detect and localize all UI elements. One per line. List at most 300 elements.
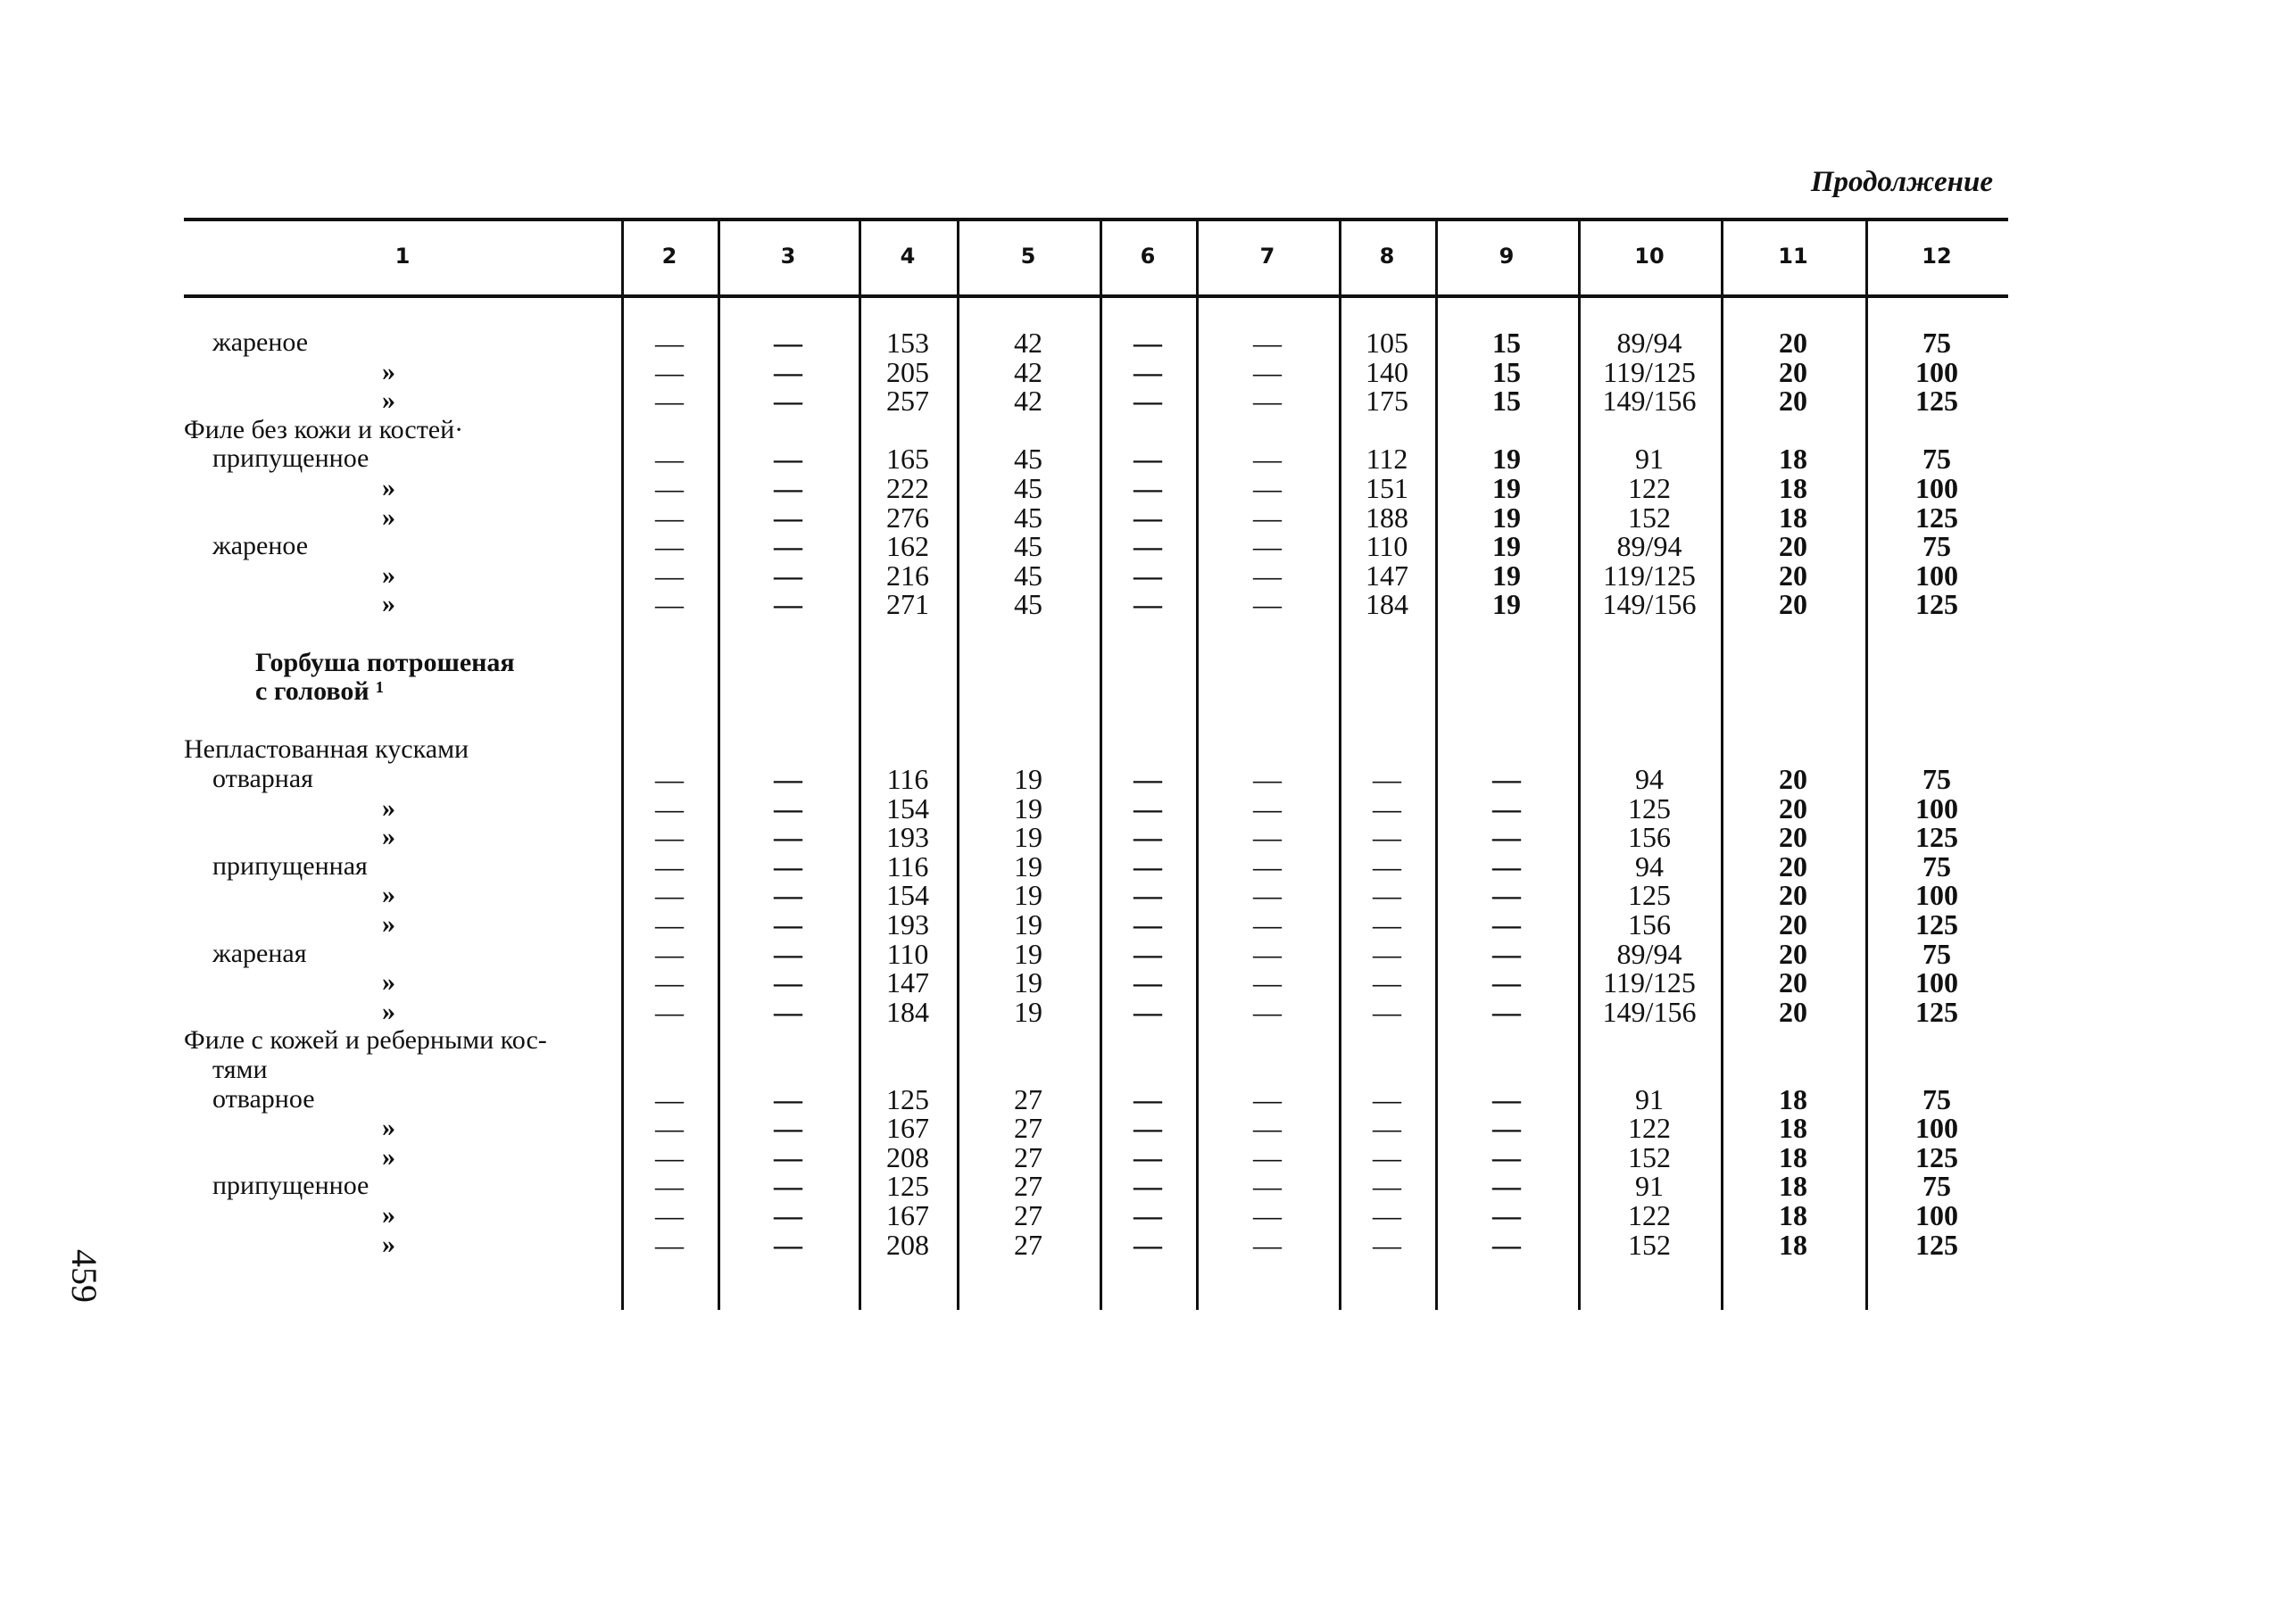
table-cell: — [1134,385,1162,418]
table-cell: 149/156 [1602,385,1697,418]
table-cell: — [1492,763,1521,795]
table-cell: 19 [1492,559,1521,592]
table-cell: 193 [886,821,929,854]
table-row [184,849,2008,882]
table-cell: — [774,937,802,970]
table-cell: 15 [1492,355,1521,388]
table-cell: — [1253,995,1282,1028]
table-row [184,1170,2008,1203]
table-cell: 222 [886,472,929,504]
table-cell: — [1373,1112,1401,1145]
column-divider [1339,218,1341,1310]
table-cell: — [774,966,802,999]
table-cell: — [774,472,802,504]
row-label: » [382,1141,395,1172]
table-cell: 152 [1628,1140,1671,1173]
table-cell: — [1253,1199,1282,1231]
table-cell: — [774,849,802,882]
table-cell: 125 [886,1170,929,1203]
table-cell: — [655,908,684,940]
row-label: » [382,589,395,619]
table-cell: 100 [1915,879,1958,912]
table-cell: 20 [1779,791,1807,824]
table-cell: 75 [1922,530,1951,563]
table-cell: 20 [1779,908,1807,940]
table-cell: 147 [1366,559,1408,592]
table-cell: 156 [1628,908,1671,940]
table-cell: 91 [1635,443,1664,476]
table-cell: — [1253,937,1282,970]
table-cell: — [1253,1140,1282,1173]
table-row [184,879,2008,912]
table-cell: 42 [1014,327,1042,359]
table-cell: — [655,879,684,912]
table-cell: — [1373,1082,1401,1115]
table-cell: — [774,908,802,940]
table-cell: — [1373,791,1401,824]
table-cell: 18 [1779,472,1807,504]
table-cell: — [1492,995,1521,1028]
table-cell: 119/125 [1603,355,1696,388]
table-cell: 45 [1014,559,1042,592]
table-cell: 110 [1366,530,1408,563]
header-cell: 11 [1778,244,1808,269]
table-cell: 105 [1366,327,1408,359]
table-cell: 75 [1922,327,1951,359]
table-cell: 15 [1492,327,1521,359]
table-cell: — [774,385,802,418]
table-cell: — [1492,1199,1521,1231]
table-cell: — [1253,849,1282,882]
table-row [184,1112,2008,1145]
header-cell: 10 [1634,244,1665,269]
table-row [184,649,2008,677]
table-cell: 20 [1779,355,1807,388]
table-cell: 125 [1915,908,1958,940]
row-label: » [382,996,395,1026]
table-row [184,821,2008,854]
table-cell: 20 [1779,995,1807,1028]
table-cell: — [1253,501,1282,534]
table-cell: — [1134,1082,1162,1115]
table-cell: — [774,791,802,824]
table-cell: 110 [886,937,929,970]
table-cell: 19 [1014,791,1042,824]
table-row [184,1056,2008,1084]
table-row [184,765,2008,793]
column-divider [1100,218,1102,1310]
table-cell: — [774,559,802,592]
table-cell: — [655,1140,684,1173]
table-cell: 147 [886,966,929,999]
table-cell: 19 [1014,879,1042,912]
table-cell: 156 [1628,821,1671,854]
table-cell: 75 [1922,1082,1951,1115]
table-cell: — [1134,879,1162,912]
table-cell: 100 [1915,1112,1958,1145]
table-cell: — [1253,327,1282,359]
table-cell: 18 [1779,443,1807,476]
table-row [184,1201,2008,1230]
table-cell: — [655,937,684,970]
row-label: жареная [212,938,307,968]
table-cell: 75 [1922,849,1951,882]
table-cell: — [774,821,802,854]
table-cell: 125 [1915,385,1958,418]
table-cell: 112 [1366,443,1408,476]
table-cell: 271 [886,588,929,621]
table-cell: 18 [1779,1112,1807,1145]
table-cell: — [1253,530,1282,563]
table-cell: — [1373,995,1401,1028]
table-row [184,677,2008,706]
row-label: Филе без кожи и костей· [184,414,464,444]
table-cell: 91 [1635,1082,1664,1115]
table-cell: — [1373,1140,1401,1173]
table-cell: 89/94 [1616,937,1682,970]
table-cell: 100 [1915,472,1958,504]
table-cell: — [655,849,684,882]
table-cell: 19 [1492,530,1521,563]
table-cell: — [1492,879,1521,912]
table-cell: 152 [1628,1228,1671,1261]
table-cell: — [1134,821,1162,854]
table-cell: 27 [1014,1082,1042,1115]
table-cell: 125 [886,1082,929,1115]
table-cell: — [1492,1170,1521,1203]
table-cell: — [1373,908,1401,940]
table-row [184,1230,2008,1259]
table-cell: — [774,1082,802,1115]
table-cell: — [655,472,684,504]
table-cell: 125 [1628,879,1671,912]
table-cell: 45 [1014,588,1042,621]
table-cell: — [1253,1082,1282,1115]
table-cell: 45 [1014,501,1042,534]
table-cell: 20 [1779,966,1807,999]
table-cell: — [1253,879,1282,912]
header-cell: 7 [1259,244,1275,269]
table-cell: 100 [1915,791,1958,824]
table-cell: 125 [1628,791,1671,824]
table-cell: 19 [1492,472,1521,504]
table-cell: — [655,1199,684,1231]
table-cell: — [1492,966,1521,999]
table-cell: 20 [1779,327,1807,359]
table-cell: — [1134,908,1162,940]
table-cell: — [774,763,802,795]
table-cell: 75 [1922,1170,1951,1203]
row-label: » [382,822,395,852]
table-cell: 19 [1014,821,1042,854]
table-cell: — [1492,1112,1521,1145]
table-cell: 45 [1014,472,1042,504]
table-row [184,385,2008,418]
table-cell: 18 [1779,1140,1807,1173]
table-row [184,1026,2008,1055]
column-divider [1578,218,1581,1310]
table-cell: 167 [886,1112,929,1145]
table-cell: 20 [1779,530,1807,563]
table-header-rule [184,294,2008,298]
table-cell: 100 [1915,559,1958,592]
table-cell: 119/125 [1603,559,1696,592]
table-cell: 27 [1014,1199,1042,1231]
table-cell: — [1134,763,1162,795]
table-cell: 153 [886,327,929,359]
table-cell: 75 [1922,443,1951,476]
header-cell: 5 [1020,244,1036,269]
table-cell: — [655,1082,684,1115]
table-cell: — [655,327,684,359]
table-cell: 257 [886,385,929,418]
table-cell: 19 [1492,443,1521,476]
table-cell: 42 [1014,385,1042,418]
table-row [184,355,2008,388]
table-cell: 140 [1366,355,1408,388]
table-cell: 116 [886,849,929,882]
table-cell: 184 [1366,588,1408,621]
table-cell: 154 [886,879,929,912]
table-cell: — [774,530,802,563]
table-cell: — [1134,588,1162,621]
table-cell: 149/156 [1602,588,1697,621]
header-cell: 8 [1379,244,1395,269]
table-cell: 193 [886,908,929,940]
table-cell: — [1373,1228,1401,1261]
table-cell: 18 [1779,1228,1807,1261]
row-label: Горбуша потрошеная [255,647,515,677]
table-cell: 119/125 [1603,966,1696,999]
table-cell: — [1253,1228,1282,1261]
table-row [184,503,2008,532]
table-cell: 122 [1628,1112,1671,1145]
table-cell: — [1253,472,1282,504]
table-cell: 27 [1014,1112,1042,1145]
table-cell: 94 [1635,763,1664,795]
table-cell: — [1492,908,1521,940]
table-cell: — [1134,1112,1162,1145]
table-cell: — [774,355,802,388]
table-cell: 125 [1915,821,1958,854]
table-cell: 19 [1014,995,1042,1028]
table-cell: 18 [1779,1199,1807,1231]
table-cell: 208 [886,1228,929,1261]
column-divider [1196,218,1199,1310]
table-row [184,416,2008,444]
row-label: » [382,880,395,910]
row-label: Филе с кожей и реберными кос- [184,1025,547,1056]
table-cell: — [655,385,684,418]
table-cell: — [1134,559,1162,592]
table-cell: — [1253,443,1282,476]
row-label: » [382,967,395,998]
table-cell: — [655,966,684,999]
row-label: » [382,385,395,416]
table-row [184,707,2008,735]
row-label: припущенная [212,850,368,881]
row-label: » [382,792,395,823]
table-cell: 205 [886,355,929,388]
table-cell: 100 [1915,1199,1958,1231]
table-row [184,995,2008,1028]
row-label: » [382,501,395,532]
data-table [184,218,2008,1310]
table-cell: — [655,588,684,621]
header-cell: 3 [780,244,796,269]
row-label: жареное [212,531,309,561]
table-cell: 20 [1779,821,1807,854]
table-cell: — [1134,966,1162,999]
column-divider [718,218,720,1310]
table-cell: 18 [1779,501,1807,534]
table-cell: — [1134,1199,1162,1231]
table-row [184,588,2008,621]
row-label: » [382,1200,395,1230]
table-cell: 19 [1014,966,1042,999]
table-cell: — [655,355,684,388]
table-cell: 276 [886,501,929,534]
table-cell: 184 [886,995,929,1028]
table-cell: — [655,501,684,534]
table-cell: 125 [1915,1140,1958,1173]
table-row [184,735,2008,764]
table-cell: 18 [1779,1082,1807,1115]
table-cell: 151 [1366,472,1408,504]
column-divider [957,218,959,1310]
row-label: отварная [212,764,313,793]
table-cell: 116 [886,763,929,795]
table-cell: — [1134,995,1162,1028]
header-cell: 9 [1499,244,1515,269]
table-cell: — [1373,879,1401,912]
row-label: » [382,1229,395,1259]
table-cell: — [1134,472,1162,504]
table-cell: 18 [1779,1170,1807,1203]
column-divider [859,218,861,1310]
table-row [184,910,2008,939]
table-cell: — [1134,1140,1162,1173]
column-divider [1865,218,1868,1310]
row-label: припущенное [212,1171,370,1201]
table-cell: — [1492,791,1521,824]
table-row [184,561,2008,590]
table-cell: — [1134,1170,1162,1203]
table-cell: — [655,443,684,476]
row-label: » [382,909,395,939]
table-cell: 20 [1779,559,1807,592]
table-cell: 19 [1492,588,1521,621]
table-cell: — [1134,791,1162,824]
table-row [184,619,2008,648]
table-cell: 45 [1014,443,1042,476]
row-label: » [382,1113,395,1143]
table-cell: 162 [886,530,929,563]
header-cell: 6 [1140,244,1156,269]
table-cell: — [774,1170,802,1203]
table-cell: — [774,879,802,912]
table-cell: — [774,501,802,534]
row-label: тями [212,1055,268,1084]
table-cell: — [655,1170,684,1203]
table-cell: — [1373,1199,1401,1231]
table-cell: — [1253,588,1282,621]
table-cell: — [1134,501,1162,534]
row-label: припущенное [212,443,370,474]
table-cell: — [774,327,802,359]
table-cell: 100 [1915,355,1958,388]
table-cell: 20 [1779,588,1807,621]
row-label: » [382,356,395,386]
table-cell: — [774,1199,802,1231]
table-cell: — [655,1112,684,1145]
table-cell: — [655,1228,684,1261]
table-row [184,1082,2008,1115]
table-cell: — [1253,559,1282,592]
table-cell: — [1253,1112,1282,1145]
table-cell: 89/94 [1616,530,1682,563]
table-cell: 94 [1635,849,1664,882]
table-cell: — [1253,908,1282,940]
table-cell: — [1373,937,1401,970]
table-cell: 165 [886,443,929,476]
column-divider [1721,218,1723,1310]
table-cell: 91 [1635,1170,1664,1203]
table-row [184,530,2008,563]
table-cell: 20 [1779,849,1807,882]
header-cell: 4 [900,244,916,269]
table-cell: — [1134,327,1162,359]
table-row [184,328,2008,357]
table-cell: 125 [1915,995,1958,1028]
row-label: отварное [212,1083,315,1114]
table-cell: 20 [1779,879,1807,912]
table-cell: — [1253,1170,1282,1203]
table-cell: — [1492,937,1521,970]
table-cell: 19 [1492,501,1521,534]
table-cell: 125 [1915,501,1958,534]
table-cell: — [1492,849,1521,882]
table-cell: — [1373,763,1401,795]
table-cell: — [655,821,684,854]
table-cell: 75 [1922,763,1951,795]
table-cell: 216 [886,559,929,592]
table-cell: 42 [1014,355,1042,388]
table-cell: — [1373,821,1401,854]
table-cell: — [774,443,802,476]
table-row [184,474,2008,502]
row-label: жареное [212,327,309,357]
table-cell: — [774,1140,802,1173]
column-divider [1435,218,1438,1310]
table-cell: — [1492,821,1521,854]
table-cell: 20 [1779,937,1807,970]
table-cell: — [1253,385,1282,418]
row-label: » [382,559,395,590]
table-cell: 122 [1628,472,1671,504]
table-cell: — [1253,966,1282,999]
table-cell: — [1253,791,1282,824]
table-cell: — [774,995,802,1028]
table-cell: 19 [1014,763,1042,795]
table-cell: — [774,1228,802,1261]
table-row [184,1140,2008,1173]
table-cell: — [1253,763,1282,795]
table-cell: — [1134,1228,1162,1261]
header-cell: 12 [1922,244,1952,269]
table-cell: — [1492,1228,1521,1261]
table-cell: 175 [1366,385,1408,418]
